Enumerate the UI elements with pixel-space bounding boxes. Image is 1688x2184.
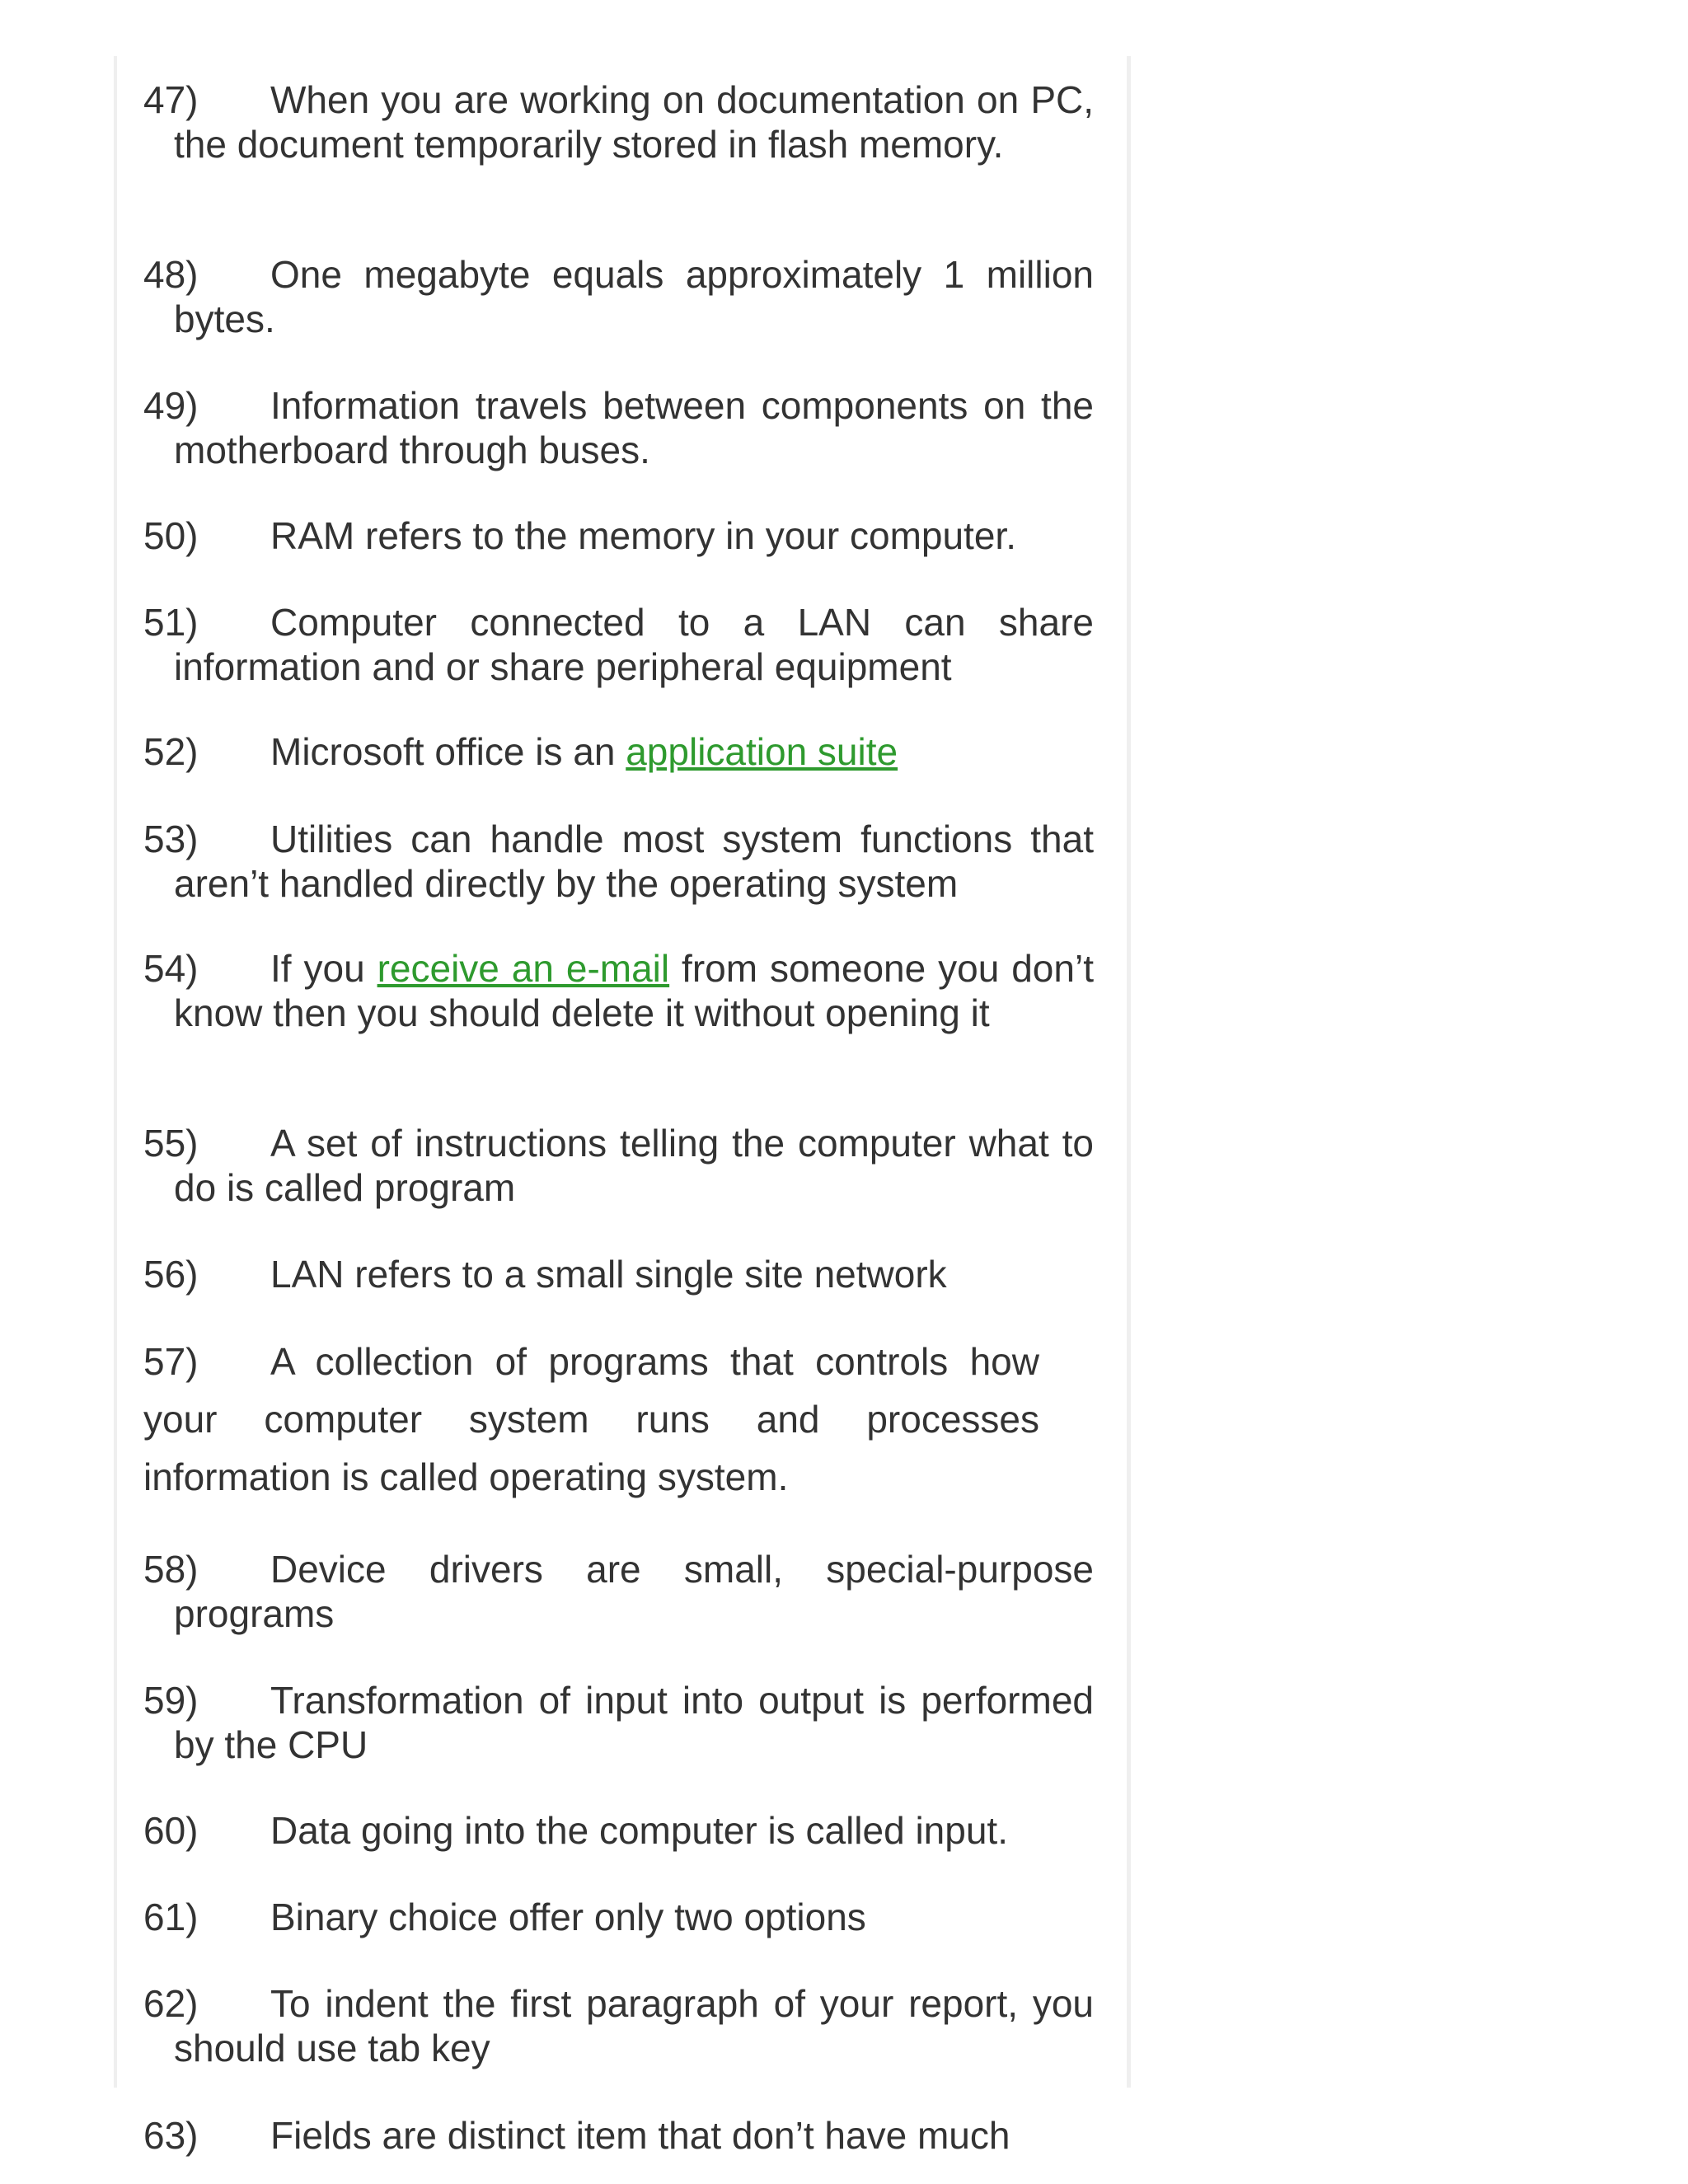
item-text: LAN refers to a small single site network	[270, 1253, 947, 1296]
list-item	[143, 1121, 1094, 1210]
item-text: RAM refers to the memory in your computer.	[270, 514, 1016, 557]
item-number: 59)	[143, 1679, 199, 1722]
list-item	[143, 600, 1094, 689]
list-item	[143, 1678, 1094, 1767]
item-text: Device drivers are small, special-purpose programs	[174, 1548, 1094, 1635]
item-text: One megabyte equals approximately 1 million bytes.	[174, 253, 1094, 340]
item-number: 61)	[143, 1896, 199, 1938]
column-border-right	[1127, 56, 1131, 2088]
item-text: Fields are distinct item that don’t have much	[270, 2114, 1010, 2157]
item-text: If you	[270, 947, 377, 990]
item-text: Data going into the computer is called input.	[270, 1809, 1008, 1852]
list-item	[143, 252, 1094, 341]
item-text: When you are working on documentation on PC, the document temporarily stored in flash memory.	[174, 78, 1094, 166]
list-item	[143, 1333, 1039, 1506]
list-item	[143, 383, 1094, 472]
item-text: Utilities can handle most system functions that aren’t handled directly by the operating system	[174, 818, 1094, 905]
item-text: Microsoft office is an	[270, 730, 626, 773]
item-text: Computer connected to a LAN can share information and or share peripheral equipment	[174, 601, 1094, 688]
column-border-left	[114, 56, 117, 2088]
list-item	[143, 817, 1094, 906]
list-item	[143, 1895, 1094, 1939]
list-item	[143, 1981, 1094, 2070]
list-item	[143, 729, 1094, 774]
item-number: 47)	[143, 78, 199, 121]
item-number: 52)	[143, 730, 199, 773]
list-item	[143, 1252, 1094, 1296]
item-number: 50)	[143, 514, 199, 557]
item-number: 62)	[143, 1982, 199, 2025]
list-item	[143, 946, 1094, 1035]
list-item	[143, 1547, 1094, 1636]
item-number: 48)	[143, 253, 199, 296]
item-number: 60)	[143, 1809, 199, 1852]
item-number: 56)	[143, 1253, 199, 1296]
list-item	[143, 2113, 1094, 2158]
item-text: To indent the first paragraph of your report, you should use tab key	[174, 1982, 1094, 2069]
item-number: 49)	[143, 384, 199, 427]
application-suite-link[interactable]: application suite	[626, 730, 898, 773]
item-text: Information travels between components on the motherboard through buses.	[174, 384, 1094, 471]
item-text: Transformation of input into output is performed by the CPU	[174, 1679, 1094, 1766]
item-number: 53)	[143, 818, 199, 860]
item-number: 57)	[143, 1340, 199, 1383]
item-text: A set of instructions telling the computer what to do is called program	[174, 1122, 1094, 1209]
item-text: from someone you don’t know then you should delete it without opening it	[174, 947, 1094, 1034]
list-item	[143, 77, 1094, 166]
item-number: 54)	[143, 947, 199, 990]
item-number: 55)	[143, 1122, 199, 1165]
item-number: 63)	[143, 2114, 199, 2157]
list-item	[143, 513, 1094, 558]
item-text: Binary choice offer only two options	[270, 1896, 866, 1938]
item-number: 51)	[143, 601, 199, 644]
list-item	[143, 1808, 1094, 1853]
item-text: A collection of programs that controls how your computer system runs and processes information is called operating system.	[143, 1340, 1039, 1498]
receive-email-link[interactable]: receive an e-mail	[377, 947, 670, 990]
item-number: 58)	[143, 1548, 199, 1591]
